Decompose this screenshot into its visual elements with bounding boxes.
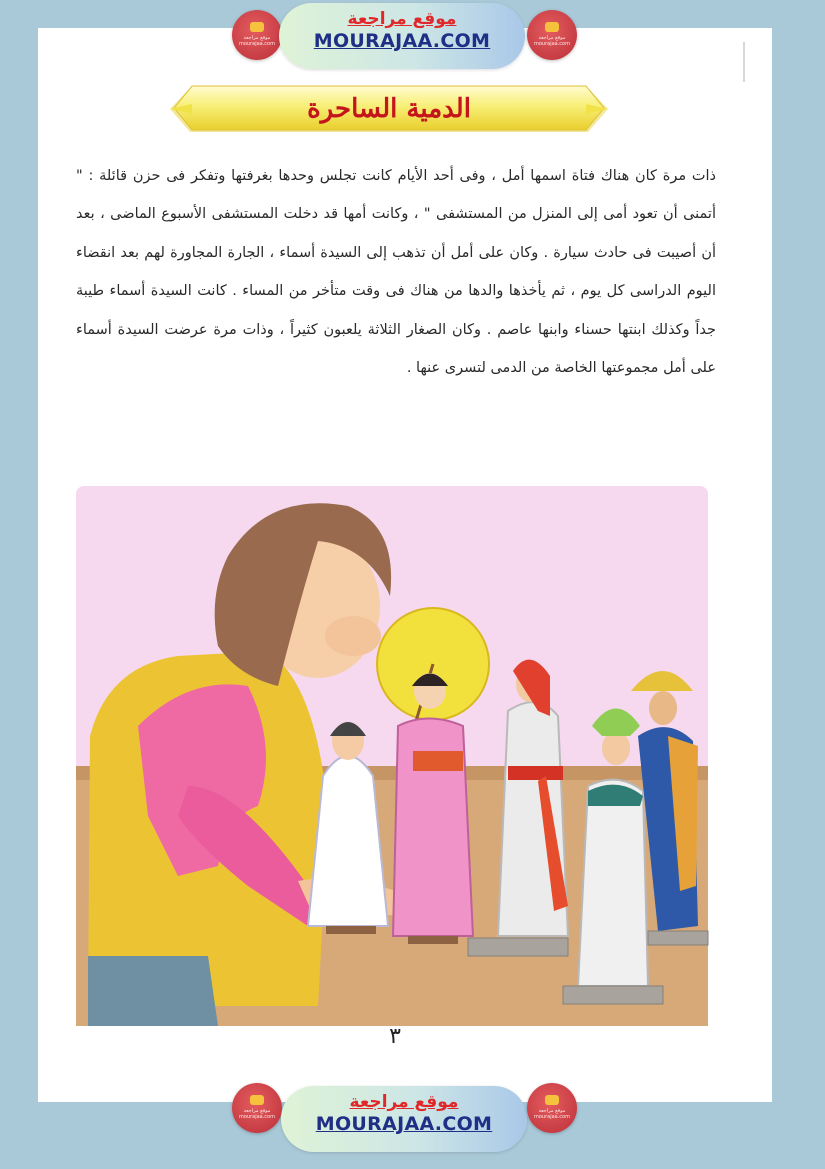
- logo-badge-icon: [250, 22, 264, 32]
- illustration-svg: [68, 486, 718, 1031]
- site-name-en[interactable]: MOURAJAA.COM: [313, 30, 491, 52]
- story-illustration: [68, 486, 718, 1035]
- logo-badge-icon: [545, 1095, 559, 1105]
- story-paragraph: ذات مرة كان هناك فتاة اسمها أمل ، وفى أحد الأيام كانت تجلس وحدها بغرفتها وتفكر فى حزن قائلة : " أتمنى أن تعود أمى إلى المنزل من المستشفى " ، وكانت أمها قد دخلت المستشفى الأسبوع الماضى ، بعد أن أصيبت فى حادث سيارة . وكان على أمل أن تذهب إلى السيدة أسماء ، الجارة المجاورة لهم بعد انقضاء اليوم الدراسى كل يوم ، ثم يأخذها والدها من هناك فى وقت متأخر من المساء . كانت السيدة أسماء طيبة جداً وكذلك ابنتها حسناء وابنها عاصم . وكان الصغار الثلاثة يلعبون كثيراً ، وذات مرة عرضت السيدة أسماء على أمل مجموعتها الخاصة من الدمى لتسرى عنها .: [76, 168, 716, 377]
- logo-text-ar: موقع مراجعة: [538, 35, 566, 41]
- site-name-en[interactable]: MOURAJAA.COM: [315, 1113, 493, 1135]
- title-ribbon: [168, 84, 610, 140]
- site-name-ar[interactable]: موقع مراجعة: [349, 1092, 459, 1112]
- girl-hand: [325, 616, 381, 656]
- site-logo-top-left[interactable]: [232, 10, 282, 60]
- girl-jeans: [88, 956, 218, 1026]
- logo-badge-icon: [545, 22, 559, 32]
- site-name-ar[interactable]: موقع مراجعة: [347, 9, 457, 29]
- site-logo-bottom-right[interactable]: [527, 1083, 577, 1133]
- logo-text-ar: موقع مراجعة: [243, 35, 271, 41]
- site-banner-bottom[interactable]: [281, 1086, 527, 1152]
- logo-badge-icon: [250, 1095, 264, 1105]
- logo-text-ar: موقع مراجعة: [538, 1108, 566, 1114]
- logo-text-en: mourajaa.com: [533, 1114, 570, 1120]
- logo-text-en: mourajaa.com: [238, 41, 275, 47]
- logo-text-en: mourajaa.com: [533, 41, 570, 47]
- page-edge-line: [743, 42, 745, 82]
- logo-text-ar: موقع مراجعة: [243, 1108, 271, 1114]
- site-logo-bottom-left[interactable]: [232, 1083, 282, 1133]
- logo-text-en: mourajaa.com: [238, 1114, 275, 1120]
- story-title: الدمية الساحرة: [307, 94, 471, 124]
- page-number: ٣: [389, 1024, 401, 1049]
- site-banner-top[interactable]: [279, 3, 525, 69]
- site-logo-top-right[interactable]: [527, 10, 577, 60]
